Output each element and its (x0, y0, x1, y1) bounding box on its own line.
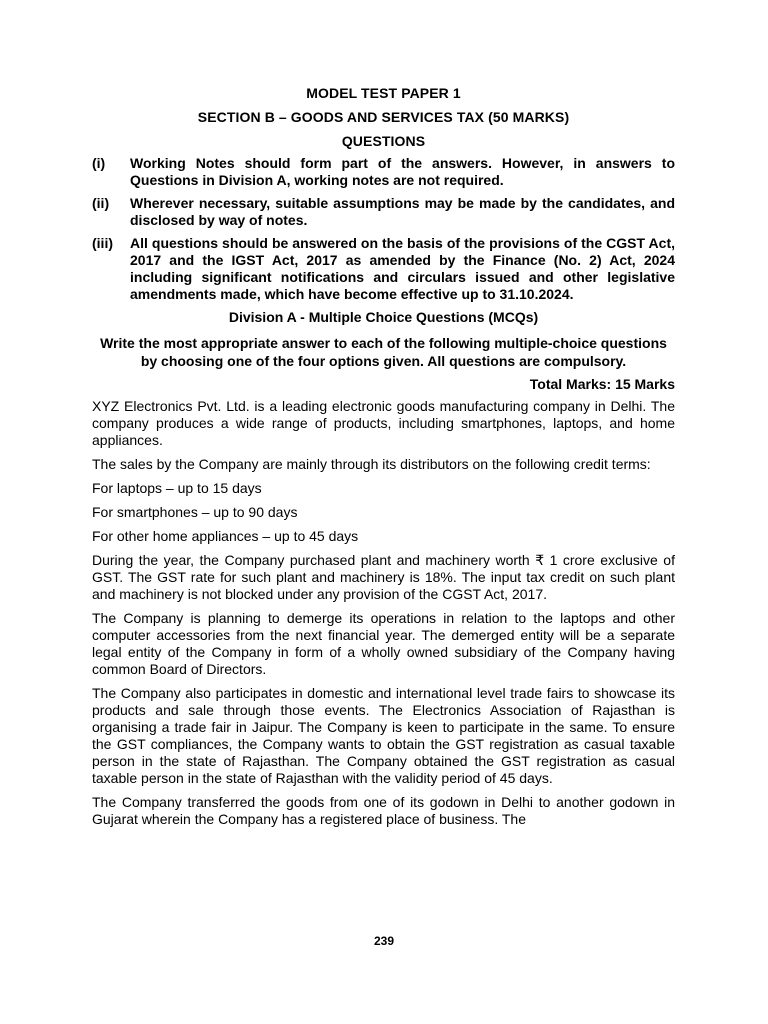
instruction-item (92, 235, 675, 303)
instruction-text: Wherever necessary, suitable assumptions may be made by the candidates, and disclosed by way of notes. (130, 195, 675, 228)
credit-term: For other home appliances – up to 45 days (92, 528, 359, 544)
case-paragraph: The Company also participates in domestic and international level trade fairs to showcase its products and sale through those events. The Electronics Association of Rajasthan is organising a trade fair in Jaipur. The Company is keen to participate in the same. To ensure the GST compliances, the Company wants to obtain the GST registration as casual taxable person in the state of Rajasthan. The Company obtained the GST registration as casual taxable person in the state of Rajasthan with the validity period of 45 days. (92, 685, 675, 786)
case-paragraph: During the year, the Company purchased plant and machinery worth ₹ 1 crore exclusive of GST. The GST rate for such plant and machinery is 18%. The input tax credit on such plant and machinery is not blocked under any provision of the CGST Act, 2017. (92, 552, 675, 602)
case-paragraph: The Company is planning to demerge its operations in relation to the laptops and other computer accessories from the next financial year. The demerged entity will be a separate legal entity of the Company in form of a wholly owned subsidiary of the Company having common Board of Directors. (92, 610, 675, 677)
instructions-list (92, 155, 675, 303)
instruction-number: (iii) (92, 235, 113, 251)
mcq-instruction: Write the most appropriate answer to each of the following multiple-choice questions by choosing one of the four options given. All questions are compulsory. (100, 335, 667, 369)
total-marks: Total Marks: 15 Marks (529, 376, 675, 392)
document-page (92, 85, 675, 835)
instruction-text: All questions should be answered on the basis of the provisions of the CGST Act, 2017 and the IGST Act, 2017 as amended by the Finance (No. 2) Act, 2024 including significant notifications and circulars issued and other legislative amendments made, which have become effective up to 31.10.2024. (130, 235, 675, 302)
case-paragraph: The Company transferred the goods from one of its godown in Delhi to another godown in Gujarat wherein the Company has a registered place of business. The (92, 794, 675, 827)
instruction-text: Working Notes should form part of the answers. However, in answers to Questions in Division A, working notes are not required. (130, 155, 675, 188)
case-paragraph: The sales by the Company are mainly through its distributors on the following credit terms: (92, 456, 651, 472)
instruction-number: (i) (92, 155, 106, 171)
instruction-item (92, 155, 675, 189)
division-title: Division A - Multiple Choice Questions (MCQs) (228, 309, 539, 325)
credit-term: For smartphones – up to 90 days (92, 504, 298, 520)
instruction-item (92, 195, 675, 229)
instruction-number: (ii) (92, 195, 110, 211)
section-title: SECTION B – GOODS AND SERVICES TAX (50 MARKS) (197, 109, 570, 125)
paper-title: MODEL TEST PAPER 1 (306, 85, 461, 101)
credit-term: For laptops – up to 15 days (92, 480, 262, 496)
case-paragraph: XYZ Electronics Pvt. Ltd. is a leading electronic goods manufacturing company in Delhi. The company produces a wide range of products, including smartphones, laptops, and home appliances. (92, 398, 675, 448)
page-number: 239 (373, 934, 395, 948)
questions-heading: QUESTIONS (341, 133, 426, 149)
